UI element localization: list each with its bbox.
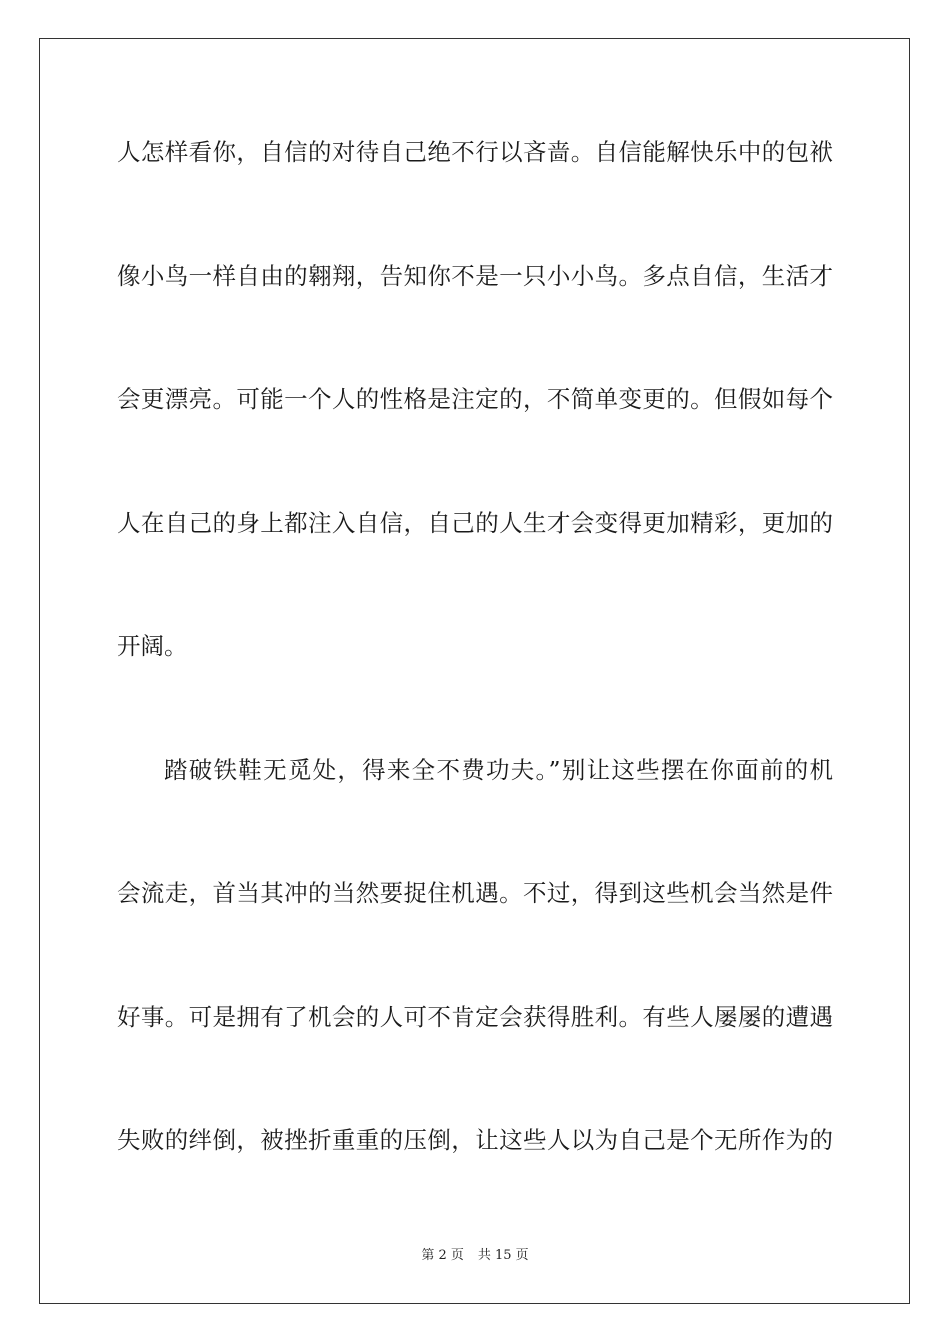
total-pages: 共 15 页: [477, 1248, 529, 1263]
body-text-line: 人在自己的身上都注入自信，自己的人生才会变得更加精彩，更加的: [117, 509, 833, 537]
body-text-line: 好事。可是拥有了机会的人可不肯定会获得胜利。有些人屡屡的遭遇: [117, 1003, 833, 1031]
page-footer: [0, 1247, 950, 1265]
paragraph-first-line: 踏破铁鞋无觅处，得来全不费功夫。”别让这些摆在你面前的机: [164, 756, 833, 784]
page-border: [39, 38, 910, 1304]
page-number: 第 2 页: [421, 1248, 464, 1263]
body-text-line: 会流走，首当其冲的当然要捉住机遇。不过，得到这些机会当然是件: [117, 879, 833, 907]
body-text-line: 失败的绊倒，被挫折重重的压倒，让这些人以为自己是个无所作为的: [117, 1126, 833, 1154]
body-text-line: 人怎样看你，自信的对待自己绝不行以吝啬。自信能解快乐中的包袱: [117, 138, 833, 166]
body-text-line: 会更漂亮。可能一个人的性格是注定的，不简单变更的。但假如每个: [117, 385, 833, 413]
body-text-line: 像小鸟一样自由的翱翔，告知你不是一只小小鸟。多点自信，生活才: [117, 262, 833, 290]
body-text-line: 开阔。: [117, 632, 188, 660]
